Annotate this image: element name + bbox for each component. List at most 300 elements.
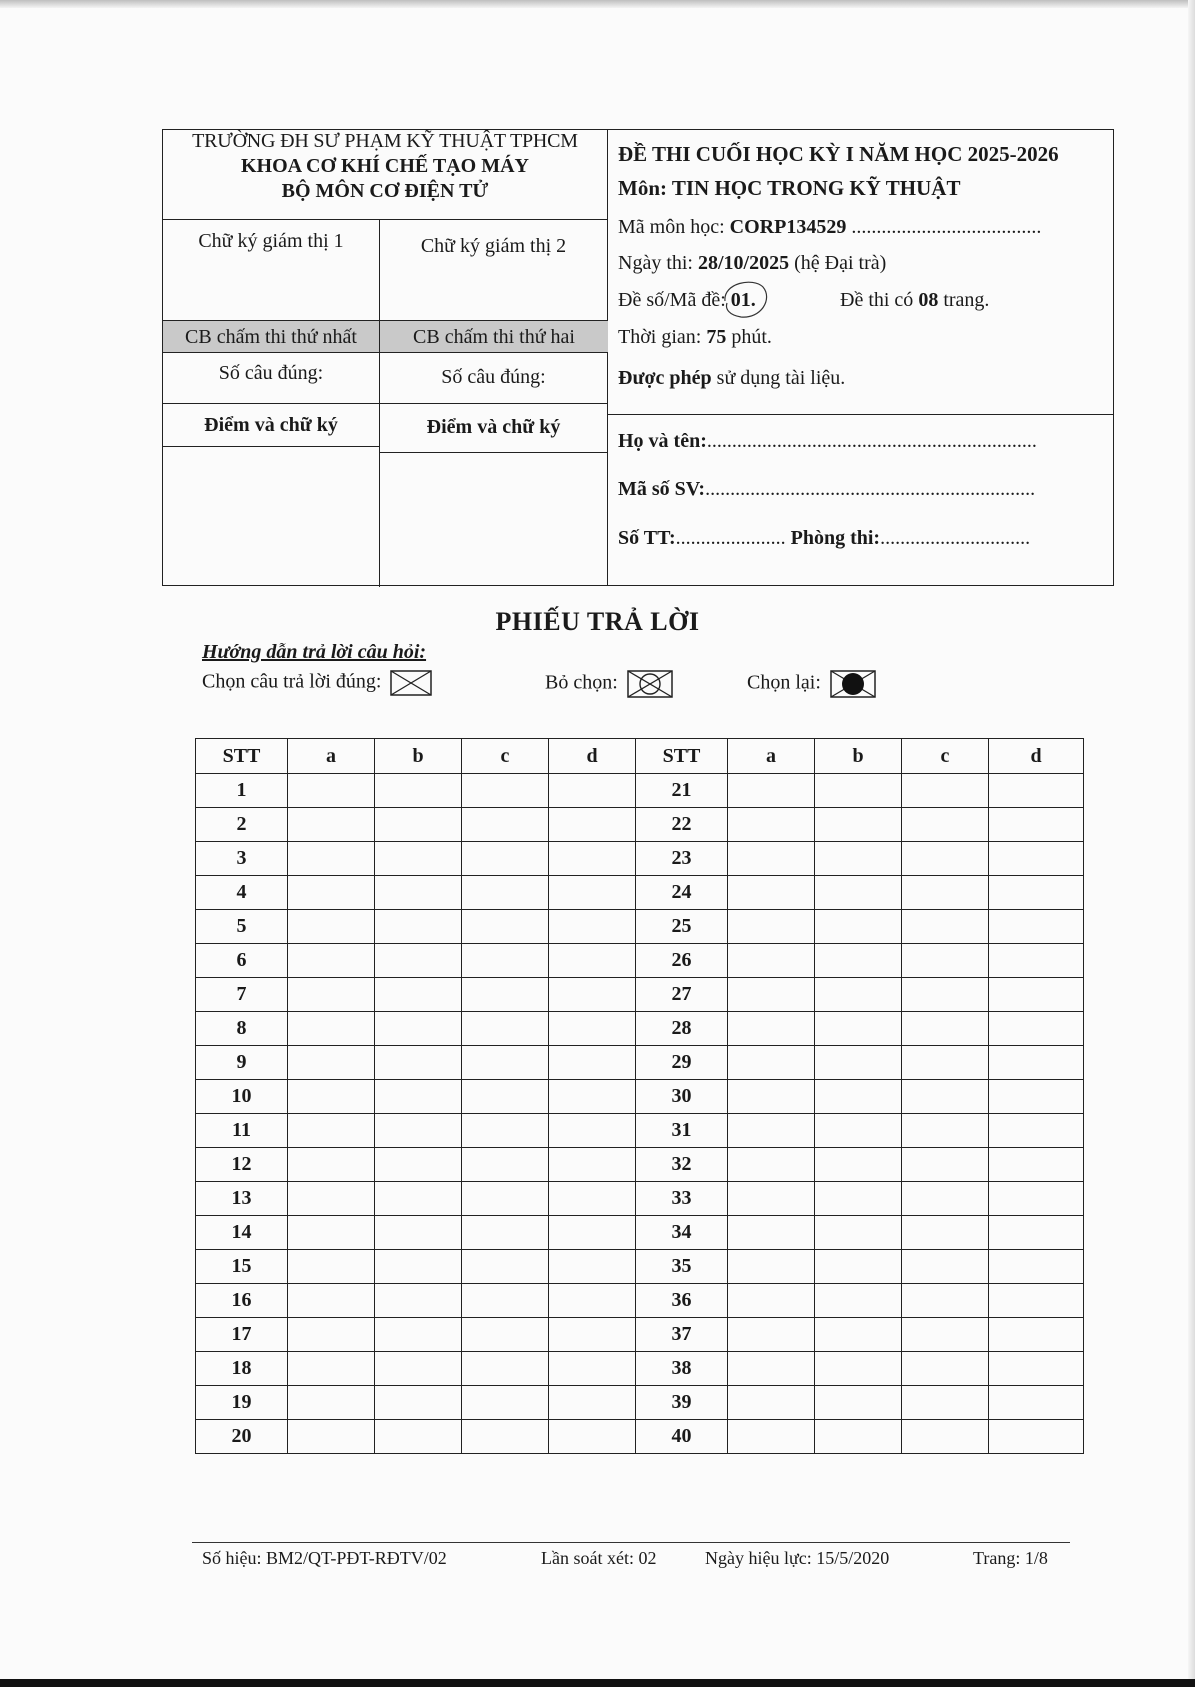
exam-code-line xyxy=(618,289,1098,312)
time-line xyxy=(618,326,772,349)
question-number: 15 xyxy=(196,1250,288,1284)
answer-row xyxy=(196,1046,1084,1080)
materials-allowed: Được phép xyxy=(618,367,712,389)
answer-box-c[interactable] xyxy=(902,1012,989,1046)
answer-box-a[interactable] xyxy=(728,1114,815,1148)
question-number: 30 xyxy=(636,1080,728,1114)
answer-row xyxy=(196,842,1084,876)
question-number: 18 xyxy=(196,1352,288,1386)
answer-box-b[interactable] xyxy=(815,876,902,910)
exam-date-label: Ngày thi: xyxy=(618,252,693,274)
answer-box-c[interactable] xyxy=(462,808,549,842)
question-number: 6 xyxy=(196,944,288,978)
answer-box-d[interactable] xyxy=(549,1216,636,1250)
answer-box-d[interactable] xyxy=(549,1250,636,1284)
answer-box-d[interactable] xyxy=(989,1250,1084,1284)
question-number: 34 xyxy=(636,1216,728,1250)
answer-box-d[interactable] xyxy=(549,1386,636,1420)
answer-box-d[interactable] xyxy=(989,1080,1084,1114)
footer-effective-date: Ngày hiệu lực: 15/5/2020 xyxy=(705,1548,890,1568)
legend-unselect xyxy=(545,670,673,698)
answer-box-a[interactable] xyxy=(728,1080,815,1114)
answer-box-b[interactable] xyxy=(375,1420,462,1454)
column-header: c xyxy=(902,739,989,774)
column-header: d xyxy=(989,739,1084,774)
answer-box-d[interactable] xyxy=(549,910,636,944)
answer-row xyxy=(196,944,1084,978)
answer-box-a[interactable] xyxy=(288,1318,375,1352)
question-number: 33 xyxy=(636,1182,728,1216)
answer-row xyxy=(196,1420,1084,1454)
answer-box-b[interactable] xyxy=(375,1284,462,1318)
exam-room-field[interactable]: .............................. xyxy=(880,527,1031,549)
answer-sheet-title: PHIẾU TRẢ LỜI xyxy=(495,607,700,636)
score-row-border-left xyxy=(163,446,379,447)
legend-reselect-label: Chọn lại: xyxy=(747,671,821,694)
answer-row xyxy=(196,1080,1084,1114)
answer-box-c[interactable] xyxy=(902,1386,989,1420)
legend-choose xyxy=(202,670,432,696)
course-code-line xyxy=(618,216,1041,239)
answer-box-c[interactable] xyxy=(462,1046,549,1080)
answer-box-c[interactable] xyxy=(902,1318,989,1352)
answer-row xyxy=(196,1318,1084,1352)
exam-date-value: 28/10/2025 xyxy=(698,252,790,274)
answer-box-a[interactable] xyxy=(728,978,815,1012)
answer-row xyxy=(196,978,1084,1012)
answer-box-b[interactable] xyxy=(815,944,902,978)
answer-box-b[interactable] xyxy=(375,808,462,842)
answer-box-c[interactable] xyxy=(902,842,989,876)
answer-box-b[interactable] xyxy=(375,1318,462,1352)
answer-box-d[interactable] xyxy=(989,1318,1084,1352)
answer-box-b[interactable] xyxy=(375,1046,462,1080)
answer-row xyxy=(196,1216,1084,1250)
answer-box-b[interactable] xyxy=(375,1182,462,1216)
answer-row xyxy=(196,1386,1084,1420)
scan-edge-top xyxy=(0,0,1195,8)
scan-edge-bottom xyxy=(0,1679,1195,1687)
answer-box-c[interactable] xyxy=(902,1216,989,1250)
answer-row xyxy=(196,774,1084,808)
answer-box-a[interactable] xyxy=(288,1182,375,1216)
answer-box-c[interactable] xyxy=(462,1080,549,1114)
answer-box-d[interactable] xyxy=(549,774,636,808)
column-header: b xyxy=(815,739,902,774)
answer-box-a[interactable] xyxy=(288,1386,375,1420)
exam-title: ĐỀ THI CUỐI HỌC KỲ I NĂM HỌC 2025-2026 xyxy=(618,142,1059,166)
answer-box-d[interactable] xyxy=(549,1182,636,1216)
footer-page: Trang: 1/8 xyxy=(973,1548,1048,1568)
question-number: 39 xyxy=(636,1386,728,1420)
pages-unit: trang. xyxy=(943,289,990,311)
time-unit: phút. xyxy=(731,326,772,348)
answer-box-d[interactable] xyxy=(989,1284,1084,1318)
answer-box-b[interactable] xyxy=(815,1352,902,1386)
question-number: 40 xyxy=(636,1420,728,1454)
answer-box-d[interactable] xyxy=(549,1318,636,1352)
answer-box-b[interactable] xyxy=(375,1148,462,1182)
answer-box-b[interactable] xyxy=(815,1318,902,1352)
answer-box-c[interactable] xyxy=(902,1250,989,1284)
answer-box-a[interactable] xyxy=(728,910,815,944)
answer-box-c[interactable] xyxy=(902,1080,989,1114)
answer-box-d[interactable] xyxy=(549,1046,636,1080)
grader-1-score-sign: Điểm và chữ ký xyxy=(204,414,338,436)
course-code-value: CORP134529 xyxy=(729,216,847,238)
answer-box-a[interactable] xyxy=(288,1012,375,1046)
answer-grid xyxy=(195,738,1084,1454)
answer-box-c[interactable] xyxy=(902,1182,989,1216)
column-header: a xyxy=(288,739,375,774)
answer-box-a[interactable] xyxy=(728,1046,815,1080)
answer-box-a[interactable] xyxy=(728,1386,815,1420)
subject-line xyxy=(618,176,960,201)
answer-box-a[interactable] xyxy=(728,1182,815,1216)
answer-box-b[interactable] xyxy=(375,1114,462,1148)
answer-box-a[interactable] xyxy=(288,876,375,910)
column-header: c xyxy=(462,739,549,774)
answer-box-c[interactable] xyxy=(462,1216,549,1250)
answer-box-b[interactable] xyxy=(375,944,462,978)
answer-box-b[interactable] xyxy=(815,1012,902,1046)
answer-box-c[interactable] xyxy=(902,978,989,1012)
answer-box-c[interactable] xyxy=(902,1352,989,1386)
question-number: 26 xyxy=(636,944,728,978)
legend-reselect xyxy=(747,670,876,698)
question-number: 9 xyxy=(196,1046,288,1080)
answer-box-d[interactable] xyxy=(549,1114,636,1148)
question-number: 20 xyxy=(196,1420,288,1454)
question-number: 38 xyxy=(636,1352,728,1386)
answer-box-c[interactable] xyxy=(462,1114,549,1148)
answer-box-c[interactable] xyxy=(902,1420,989,1454)
answer-box-c[interactable] xyxy=(462,1012,549,1046)
question-number: 7 xyxy=(196,978,288,1012)
answer-box-a[interactable] xyxy=(728,1318,815,1352)
answer-box-d[interactable] xyxy=(549,1352,636,1386)
question-number: 3 xyxy=(196,842,288,876)
answer-box-c[interactable] xyxy=(462,1318,549,1352)
answer-box-c[interactable] xyxy=(462,1352,549,1386)
answer-box-c[interactable] xyxy=(462,910,549,944)
answer-box-a[interactable] xyxy=(288,978,375,1012)
exam-header-box xyxy=(162,129,1114,586)
answer-box-c[interactable] xyxy=(462,842,549,876)
answer-box-d[interactable] xyxy=(989,1012,1084,1046)
answer-box-d[interactable] xyxy=(989,1386,1084,1420)
answer-box-a[interactable] xyxy=(728,1250,815,1284)
answer-box-a[interactable] xyxy=(288,944,375,978)
question-number: 8 xyxy=(196,1012,288,1046)
grader-2-correct-count: Số câu đúng: xyxy=(441,366,546,388)
answer-box-c[interactable] xyxy=(462,1386,549,1420)
invigilator-1-label: Chữ ký giám thị 1 xyxy=(198,230,344,252)
answer-box-a[interactable] xyxy=(728,774,815,808)
question-number: 31 xyxy=(636,1114,728,1148)
faculty-name: KHOA CƠ KHÍ CHẾ TẠO MÁY xyxy=(241,155,529,177)
seat-number-label: Số TT: xyxy=(618,527,676,549)
question-number: 1 xyxy=(196,774,288,808)
question-number: 2 xyxy=(196,808,288,842)
student-name-label: Họ và tên: xyxy=(618,430,707,452)
question-number: 16 xyxy=(196,1284,288,1318)
question-number: 19 xyxy=(196,1386,288,1420)
answer-box-b[interactable] xyxy=(815,1420,902,1454)
scan-edge-right xyxy=(1188,0,1195,1687)
answer-box-c[interactable] xyxy=(902,910,989,944)
answer-box-d[interactable] xyxy=(989,1182,1084,1216)
question-number: 23 xyxy=(636,842,728,876)
question-number: 11 xyxy=(196,1114,288,1148)
answer-box-d[interactable] xyxy=(549,1420,636,1454)
filled-circle-mark-icon xyxy=(830,670,876,698)
student-id-line[interactable] xyxy=(618,478,1035,501)
university-name: TRƯỜNG ĐH SƯ PHẠM KỸ THUẬT TPHCM xyxy=(192,130,578,152)
answer-box-c[interactable] xyxy=(462,978,549,1012)
materials-text: sử dụng tài liệu. xyxy=(716,367,846,389)
answer-box-a[interactable] xyxy=(728,1148,815,1182)
answer-box-b[interactable] xyxy=(815,774,902,808)
header-left-panel xyxy=(163,130,608,585)
answer-box-d[interactable] xyxy=(989,1216,1084,1250)
answer-box-d[interactable] xyxy=(989,978,1084,1012)
cross-mark-icon xyxy=(390,670,432,696)
grader-2-label: CB chấm thi thứ hai xyxy=(379,320,608,352)
answer-box-b[interactable] xyxy=(375,910,462,944)
answer-box-b[interactable] xyxy=(375,774,462,808)
column-header: STT xyxy=(196,739,288,774)
score-row-border-right xyxy=(379,452,608,453)
answer-box-a[interactable] xyxy=(288,1080,375,1114)
seat-number-field[interactable]: ...................... xyxy=(675,527,786,549)
answer-box-a[interactable] xyxy=(288,808,375,842)
header-right-panel xyxy=(608,130,1113,585)
answer-box-b[interactable] xyxy=(815,1114,902,1148)
answer-box-d[interactable] xyxy=(989,876,1084,910)
answer-box-b[interactable] xyxy=(815,1250,902,1284)
student-info-border xyxy=(608,414,1113,415)
question-number: 21 xyxy=(636,774,728,808)
answer-box-b[interactable] xyxy=(375,876,462,910)
answer-box-b[interactable] xyxy=(375,1216,462,1250)
answer-box-b[interactable] xyxy=(375,1250,462,1284)
time-label: Thời gian: xyxy=(618,326,702,348)
answer-box-a[interactable] xyxy=(728,876,815,910)
answer-box-d[interactable] xyxy=(549,1284,636,1318)
exam-room-label: Phòng thi: xyxy=(790,527,881,549)
count-row-border xyxy=(163,403,608,404)
answer-box-b[interactable] xyxy=(815,1046,902,1080)
question-number: 25 xyxy=(636,910,728,944)
answer-box-b[interactable] xyxy=(815,1148,902,1182)
exam-code-label: Đề số/Mã đề: xyxy=(618,289,726,311)
grader-1-correct-count: Số câu đúng: xyxy=(218,362,324,384)
guide-heading: Hướng dẫn trả lời câu hỏi: xyxy=(202,641,427,663)
answer-box-b[interactable] xyxy=(815,808,902,842)
column-header: b xyxy=(375,739,462,774)
answer-box-a[interactable] xyxy=(728,944,815,978)
answer-box-a[interactable] xyxy=(728,1012,815,1046)
answer-box-d[interactable] xyxy=(989,808,1084,842)
course-code-label: Mã môn học: xyxy=(618,216,725,238)
answer-box-a[interactable] xyxy=(728,1216,815,1250)
answer-box-d[interactable] xyxy=(989,1148,1084,1182)
exam-date-note: (hệ Đại trà) xyxy=(794,252,887,274)
answer-box-a[interactable] xyxy=(288,842,375,876)
answer-box-a[interactable] xyxy=(288,1250,375,1284)
pages-info xyxy=(840,289,989,312)
exam-date-line xyxy=(618,252,886,275)
answer-box-d[interactable] xyxy=(989,774,1084,808)
answer-box-c[interactable] xyxy=(462,774,549,808)
answer-box-c[interactable] xyxy=(462,876,549,910)
answer-box-d[interactable] xyxy=(549,808,636,842)
department-name: BỘ MÔN CƠ ĐIỆN TỬ xyxy=(281,180,489,202)
grader-2-score-sign: Điểm và chữ ký xyxy=(426,416,561,438)
answer-box-b[interactable] xyxy=(815,910,902,944)
footer-revision: Lần soát xét: 02 xyxy=(541,1548,657,1568)
answer-box-a[interactable] xyxy=(288,1046,375,1080)
answer-box-c[interactable] xyxy=(462,1250,549,1284)
exam-code-text: 01. xyxy=(730,289,756,311)
answer-box-d[interactable] xyxy=(549,1012,636,1046)
answer-box-d[interactable] xyxy=(549,1148,636,1182)
answer-box-a[interactable] xyxy=(288,910,375,944)
answer-box-c[interactable] xyxy=(902,1114,989,1148)
answer-box-a[interactable] xyxy=(288,1352,375,1386)
question-number: 17 xyxy=(196,1318,288,1352)
answer-box-d[interactable] xyxy=(989,1114,1084,1148)
question-number: 14 xyxy=(196,1216,288,1250)
seat-room-line[interactable] xyxy=(618,527,1030,550)
column-header: STT xyxy=(636,739,728,774)
answer-box-b[interactable] xyxy=(815,842,902,876)
answer-row xyxy=(196,1250,1084,1284)
answer-box-b[interactable] xyxy=(815,1182,902,1216)
answer-box-b[interactable] xyxy=(375,978,462,1012)
answer-box-d[interactable] xyxy=(549,944,636,978)
time-value: 75 xyxy=(706,326,727,348)
answer-box-c[interactable] xyxy=(462,1420,549,1454)
footer-rule xyxy=(192,1542,1070,1543)
answer-box-d[interactable] xyxy=(549,842,636,876)
answer-box-c[interactable] xyxy=(462,1182,549,1216)
answer-box-d[interactable] xyxy=(989,1046,1084,1080)
answer-box-b[interactable] xyxy=(375,1080,462,1114)
answer-row xyxy=(196,1352,1084,1386)
answer-box-d[interactable] xyxy=(989,944,1084,978)
answer-box-c[interactable] xyxy=(462,944,549,978)
crossed-circle-mark-icon xyxy=(627,670,673,698)
answer-box-b[interactable] xyxy=(815,1080,902,1114)
answer-box-b[interactable] xyxy=(375,1386,462,1420)
question-number: 32 xyxy=(636,1148,728,1182)
question-number: 4 xyxy=(196,876,288,910)
answer-box-c[interactable] xyxy=(902,1046,989,1080)
question-number: 12 xyxy=(196,1148,288,1182)
answer-box-a[interactable] xyxy=(728,1420,815,1454)
materials-line xyxy=(618,367,845,390)
column-header: d xyxy=(549,739,636,774)
grader-1-label: CB chấm thi thứ nhất xyxy=(163,320,379,352)
answer-box-b[interactable] xyxy=(815,978,902,1012)
pages-count: 08 xyxy=(918,289,939,311)
answer-box-c[interactable] xyxy=(902,774,989,808)
answer-box-a[interactable] xyxy=(288,1148,375,1182)
school-info xyxy=(163,130,607,220)
question-number: 37 xyxy=(636,1318,728,1352)
subject-label: Môn: xyxy=(618,176,667,200)
answer-box-a[interactable] xyxy=(728,842,815,876)
answer-box-c[interactable] xyxy=(902,1284,989,1318)
answer-grid-body xyxy=(196,774,1084,1454)
student-id-field[interactable]: .................................................................. xyxy=(705,478,1036,500)
answer-box-d[interactable] xyxy=(549,876,636,910)
answer-box-a[interactable] xyxy=(288,774,375,808)
question-number: 22 xyxy=(636,808,728,842)
answer-box-d[interactable] xyxy=(549,1080,636,1114)
answer-box-a[interactable] xyxy=(288,1284,375,1318)
answer-box-d[interactable] xyxy=(989,910,1084,944)
answer-box-a[interactable] xyxy=(728,1352,815,1386)
answer-box-a[interactable] xyxy=(728,1284,815,1318)
answer-box-a[interactable] xyxy=(728,808,815,842)
student-name-line[interactable] xyxy=(618,430,1037,453)
answer-box-c[interactable] xyxy=(902,1148,989,1182)
answer-box-d[interactable] xyxy=(989,1352,1084,1386)
answer-grid-header xyxy=(196,739,1084,774)
answer-box-d[interactable] xyxy=(989,1420,1084,1454)
answer-box-a[interactable] xyxy=(288,1114,375,1148)
answer-box-c[interactable] xyxy=(902,876,989,910)
answer-box-b[interactable] xyxy=(375,1352,462,1386)
legend-unselect-label: Bỏ chọn: xyxy=(545,671,618,694)
answer-box-b[interactable] xyxy=(375,842,462,876)
answer-box-b[interactable] xyxy=(815,1284,902,1318)
answer-row xyxy=(196,1114,1084,1148)
student-id-label: Mã số SV: xyxy=(618,478,706,500)
question-number: 35 xyxy=(636,1250,728,1284)
pages-label: Đề thi có xyxy=(840,289,914,311)
student-name-field[interactable]: .................................................................. xyxy=(706,430,1037,452)
answer-row xyxy=(196,1148,1084,1182)
answer-row xyxy=(196,1012,1084,1046)
grader-row-border xyxy=(163,352,608,353)
answer-row xyxy=(196,876,1084,910)
answer-box-a[interactable] xyxy=(288,1420,375,1454)
answer-box-c[interactable] xyxy=(462,1284,549,1318)
question-number: 24 xyxy=(636,876,728,910)
answer-box-a[interactable] xyxy=(288,1216,375,1250)
answer-box-b[interactable] xyxy=(375,1012,462,1046)
answer-box-b[interactable] xyxy=(815,1216,902,1250)
answer-box-b[interactable] xyxy=(815,1386,902,1420)
answer-box-d[interactable] xyxy=(989,842,1084,876)
exam-code-value xyxy=(731,289,756,311)
answer-row xyxy=(196,910,1084,944)
question-number: 28 xyxy=(636,1012,728,1046)
answer-box-d[interactable] xyxy=(549,978,636,1012)
answer-box-c[interactable] xyxy=(902,944,989,978)
answer-box-c[interactable] xyxy=(462,1148,549,1182)
question-number: 13 xyxy=(196,1182,288,1216)
question-number: 5 xyxy=(196,910,288,944)
invigilator-2-label: Chữ ký giám thị 2 xyxy=(420,235,567,257)
question-number: 27 xyxy=(636,978,728,1012)
answer-box-c[interactable] xyxy=(902,808,989,842)
answer-row xyxy=(196,1182,1084,1216)
